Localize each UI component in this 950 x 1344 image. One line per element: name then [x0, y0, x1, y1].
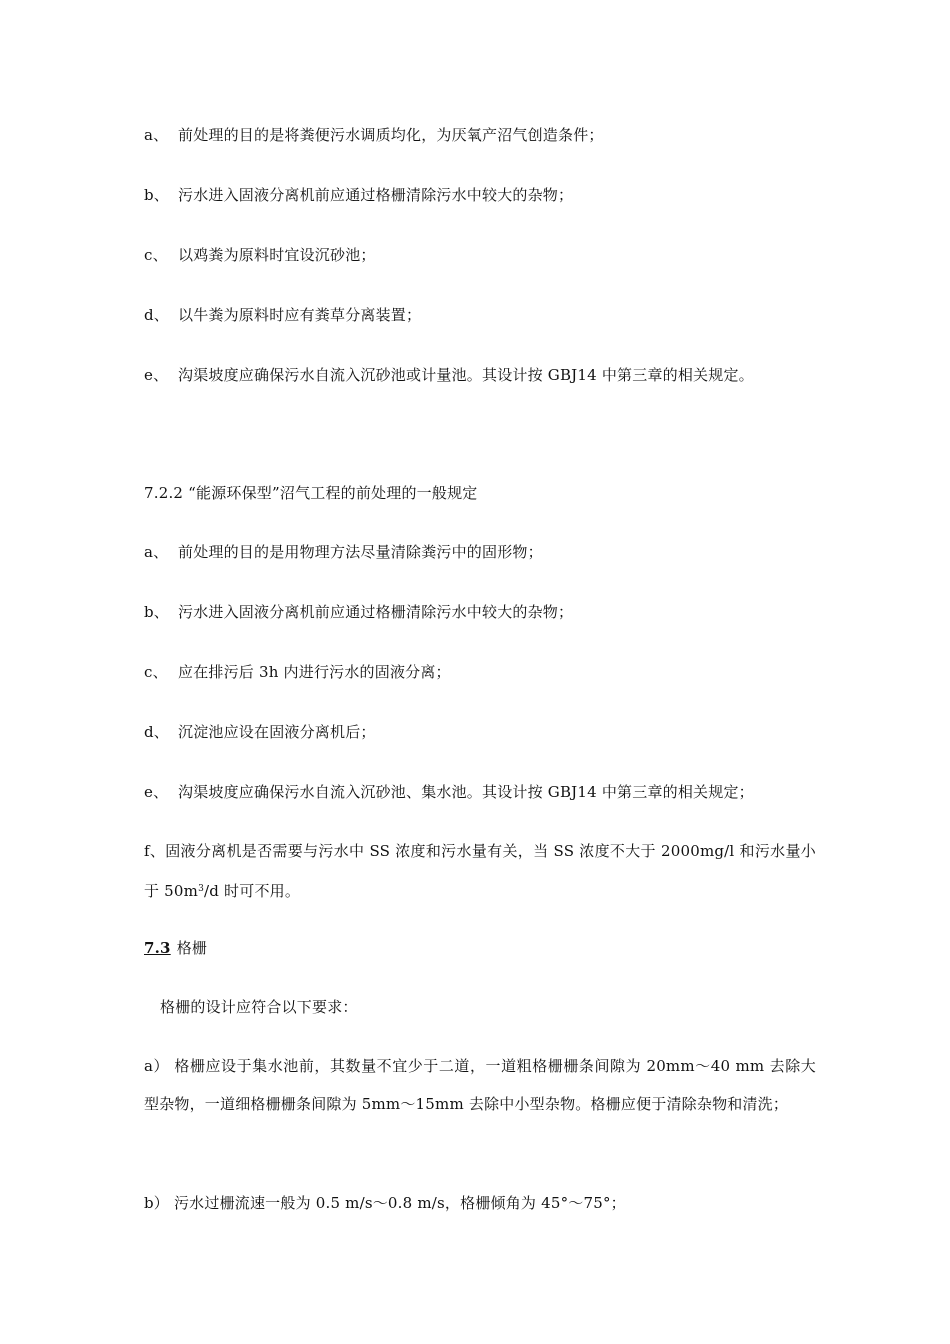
- list-text: 前处理的目的是用物理方法尽量清除粪污中的固形物；: [178, 543, 543, 561]
- list-item-a: [144, 542, 543, 562]
- list-item-c: [144, 245, 376, 265]
- list-item-b-paragraph: b） 污水过栅流速一般为 0.5 m/s～0.8 m/s，格栅倾角为 45°～75°；: [144, 1194, 626, 1212]
- list-item-f: [144, 832, 816, 910]
- list-item-e: [144, 365, 754, 385]
- list-text: f、固液分离机是否需要与污水中 SS 浓度和污水量有关，当 SS 浓度不大于 2000mg/l 和污水量小于 50m: [144, 842, 816, 900]
- list-text-end: /d 时可不用。: [204, 882, 301, 900]
- list-item-e: [144, 782, 754, 802]
- list-marker: e、: [144, 366, 169, 384]
- list-marker: d、: [144, 306, 170, 324]
- list-marker: b、: [144, 186, 170, 204]
- list-text: 前处理的目的是将粪便污水调质均化，为厌氧产沼气创造条件；: [178, 126, 604, 144]
- list-text: 以鸡粪为原料时宜设沉砂池；: [178, 246, 376, 264]
- list-item-d: [144, 305, 421, 325]
- list-text: 沉淀池应设在固液分离机后；: [178, 723, 376, 741]
- list-text: 应在排污后 3h 内进行污水的固液分离；: [178, 663, 451, 681]
- section-number: 7.3: [144, 939, 171, 957]
- list-marker: b、: [144, 603, 170, 621]
- list-item-b: [144, 185, 573, 205]
- list-marker: a、: [144, 543, 169, 561]
- list-text: 沟渠坡度应确保污水自流入沉砂池、集水池。其设计按 GBJ14 中第三章的相关规定；: [178, 783, 754, 801]
- list-marker: c、: [144, 246, 168, 264]
- list-text: 污水进入固液分离机前应通过格栅清除污水中较大的杂物；: [178, 603, 574, 621]
- list-marker: d、: [144, 723, 170, 741]
- list-item-d: [144, 722, 376, 742]
- list-item-c: [144, 662, 451, 682]
- list-marker: e、: [144, 783, 169, 801]
- list-text: 以牛粪为原料时应有粪草分离装置；: [178, 306, 422, 324]
- section-intro: 格栅的设计应符合以下要求：: [160, 998, 358, 1016]
- list-marker: a、: [144, 126, 169, 144]
- list-item-a: [144, 125, 604, 145]
- list-item-a-paragraph: a） 格栅应设于集水池前，其数量不宜少于二道，一道粗格栅栅条间隙为 20mm～40 mm 去除大型杂物，一道细格栅栅条间隙为 5mm～15mm 去除中小型杂物。格栅应便于清除杂物和清洗；: [144, 1057, 816, 1113]
- list-item-b: [144, 602, 573, 622]
- section-heading-722: 7.2.2 “能源环保型”沼气工程的前处理的一般规定: [144, 484, 478, 502]
- section-heading-73: [144, 938, 207, 958]
- list-text: 沟渠坡度应确保污水自流入沉砂池或计量池。其设计按 GBJ14 中第三章的相关规定。: [178, 366, 754, 384]
- section-title: 格栅: [176, 939, 208, 957]
- list-marker: c、: [144, 663, 168, 681]
- list-text: 污水进入固液分离机前应通过格栅清除污水中较大的杂物；: [178, 186, 574, 204]
- superscript-3: 3: [198, 884, 205, 894]
